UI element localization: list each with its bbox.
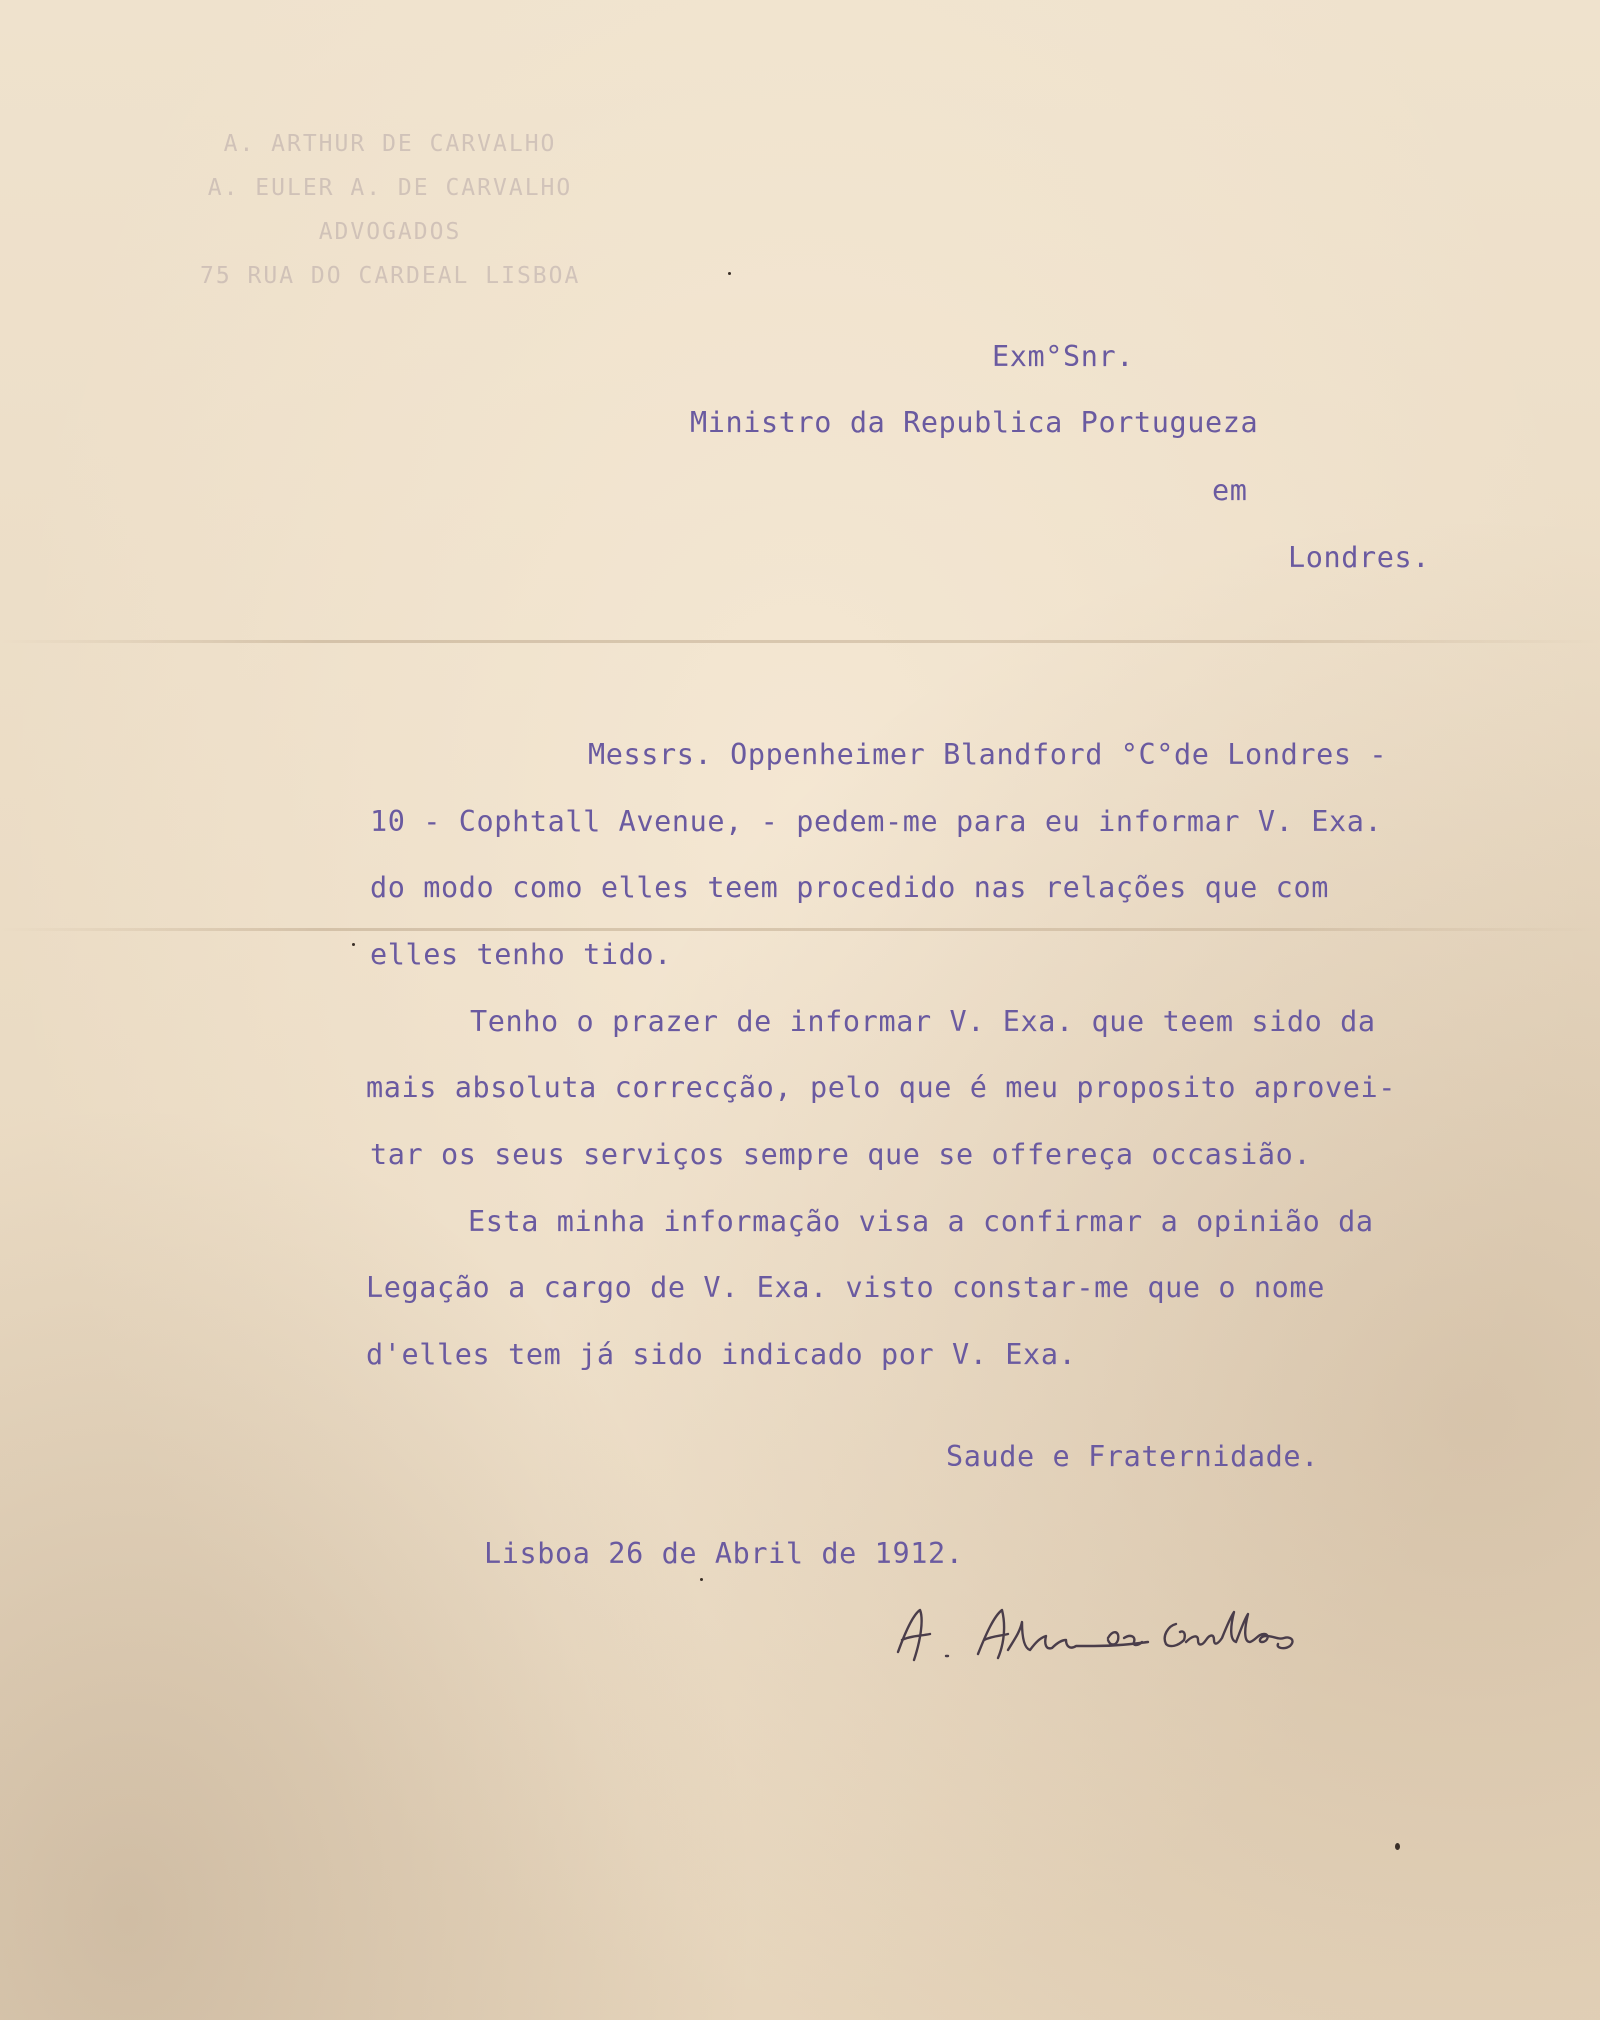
recipient-title: Ministro da Republica Portugueza [690,406,1259,439]
body-line-10: d'elles tem já sido indicado por V. Exa. [366,1338,1077,1371]
body-line-5: Tenho o prazer de informar V. Exa. que teem sido da [470,1005,1376,1038]
letterhead-line-4: 75 RUA DO CARDEAL LISBOA [200,263,581,289]
letterhead-line-3: ADVOGADOS [318,219,462,245]
body-line-1: Messrs. Oppenheimer Blandford °C°de Londres - [588,738,1388,771]
recipient-salutation: Exm°Snr. [992,340,1135,373]
paper-speck [352,943,355,946]
handwritten-signature [880,1590,1320,1680]
body-line-9: Legação a cargo de V. Exa. visto constar-me que o nome [366,1271,1325,1304]
letterhead-line-1: A. ARTHUR DE CARVALHO [223,131,557,157]
paper-fold-middle [0,928,1600,931]
recipient-city: Londres. [1288,541,1431,574]
paper-speck [1395,1843,1400,1850]
recipient-prep: em [1212,474,1248,507]
body-line-6: mais absoluta correcção, pelo que é meu proposito aprovei- [366,1071,1396,1104]
body-line-8: Esta minha informação visa a confirmar a opinião da [468,1205,1374,1238]
closing-greeting: Saude e Fraternidade. [946,1440,1319,1473]
body-line-4: elles tenho tido. [370,938,672,971]
paper-speck [700,1578,703,1581]
paper-speck [728,272,731,275]
date-line: Lisboa 26 de Abril de 1912. [484,1537,964,1570]
body-line-3: do modo como elles teem procedido nas relações que com [370,871,1329,904]
body-line-7: tar os seus serviços sempre que se offereça occasião. [370,1138,1312,1171]
letterhead-stamp [200,122,580,298]
letterhead-line-2: A. EULER A. DE CARVALHO [207,175,573,201]
body-line-2: 10 - Cophtall Avenue, - pedem-me para eu informar V. Exa. [370,805,1383,838]
paper-fold-upper [0,640,1600,643]
